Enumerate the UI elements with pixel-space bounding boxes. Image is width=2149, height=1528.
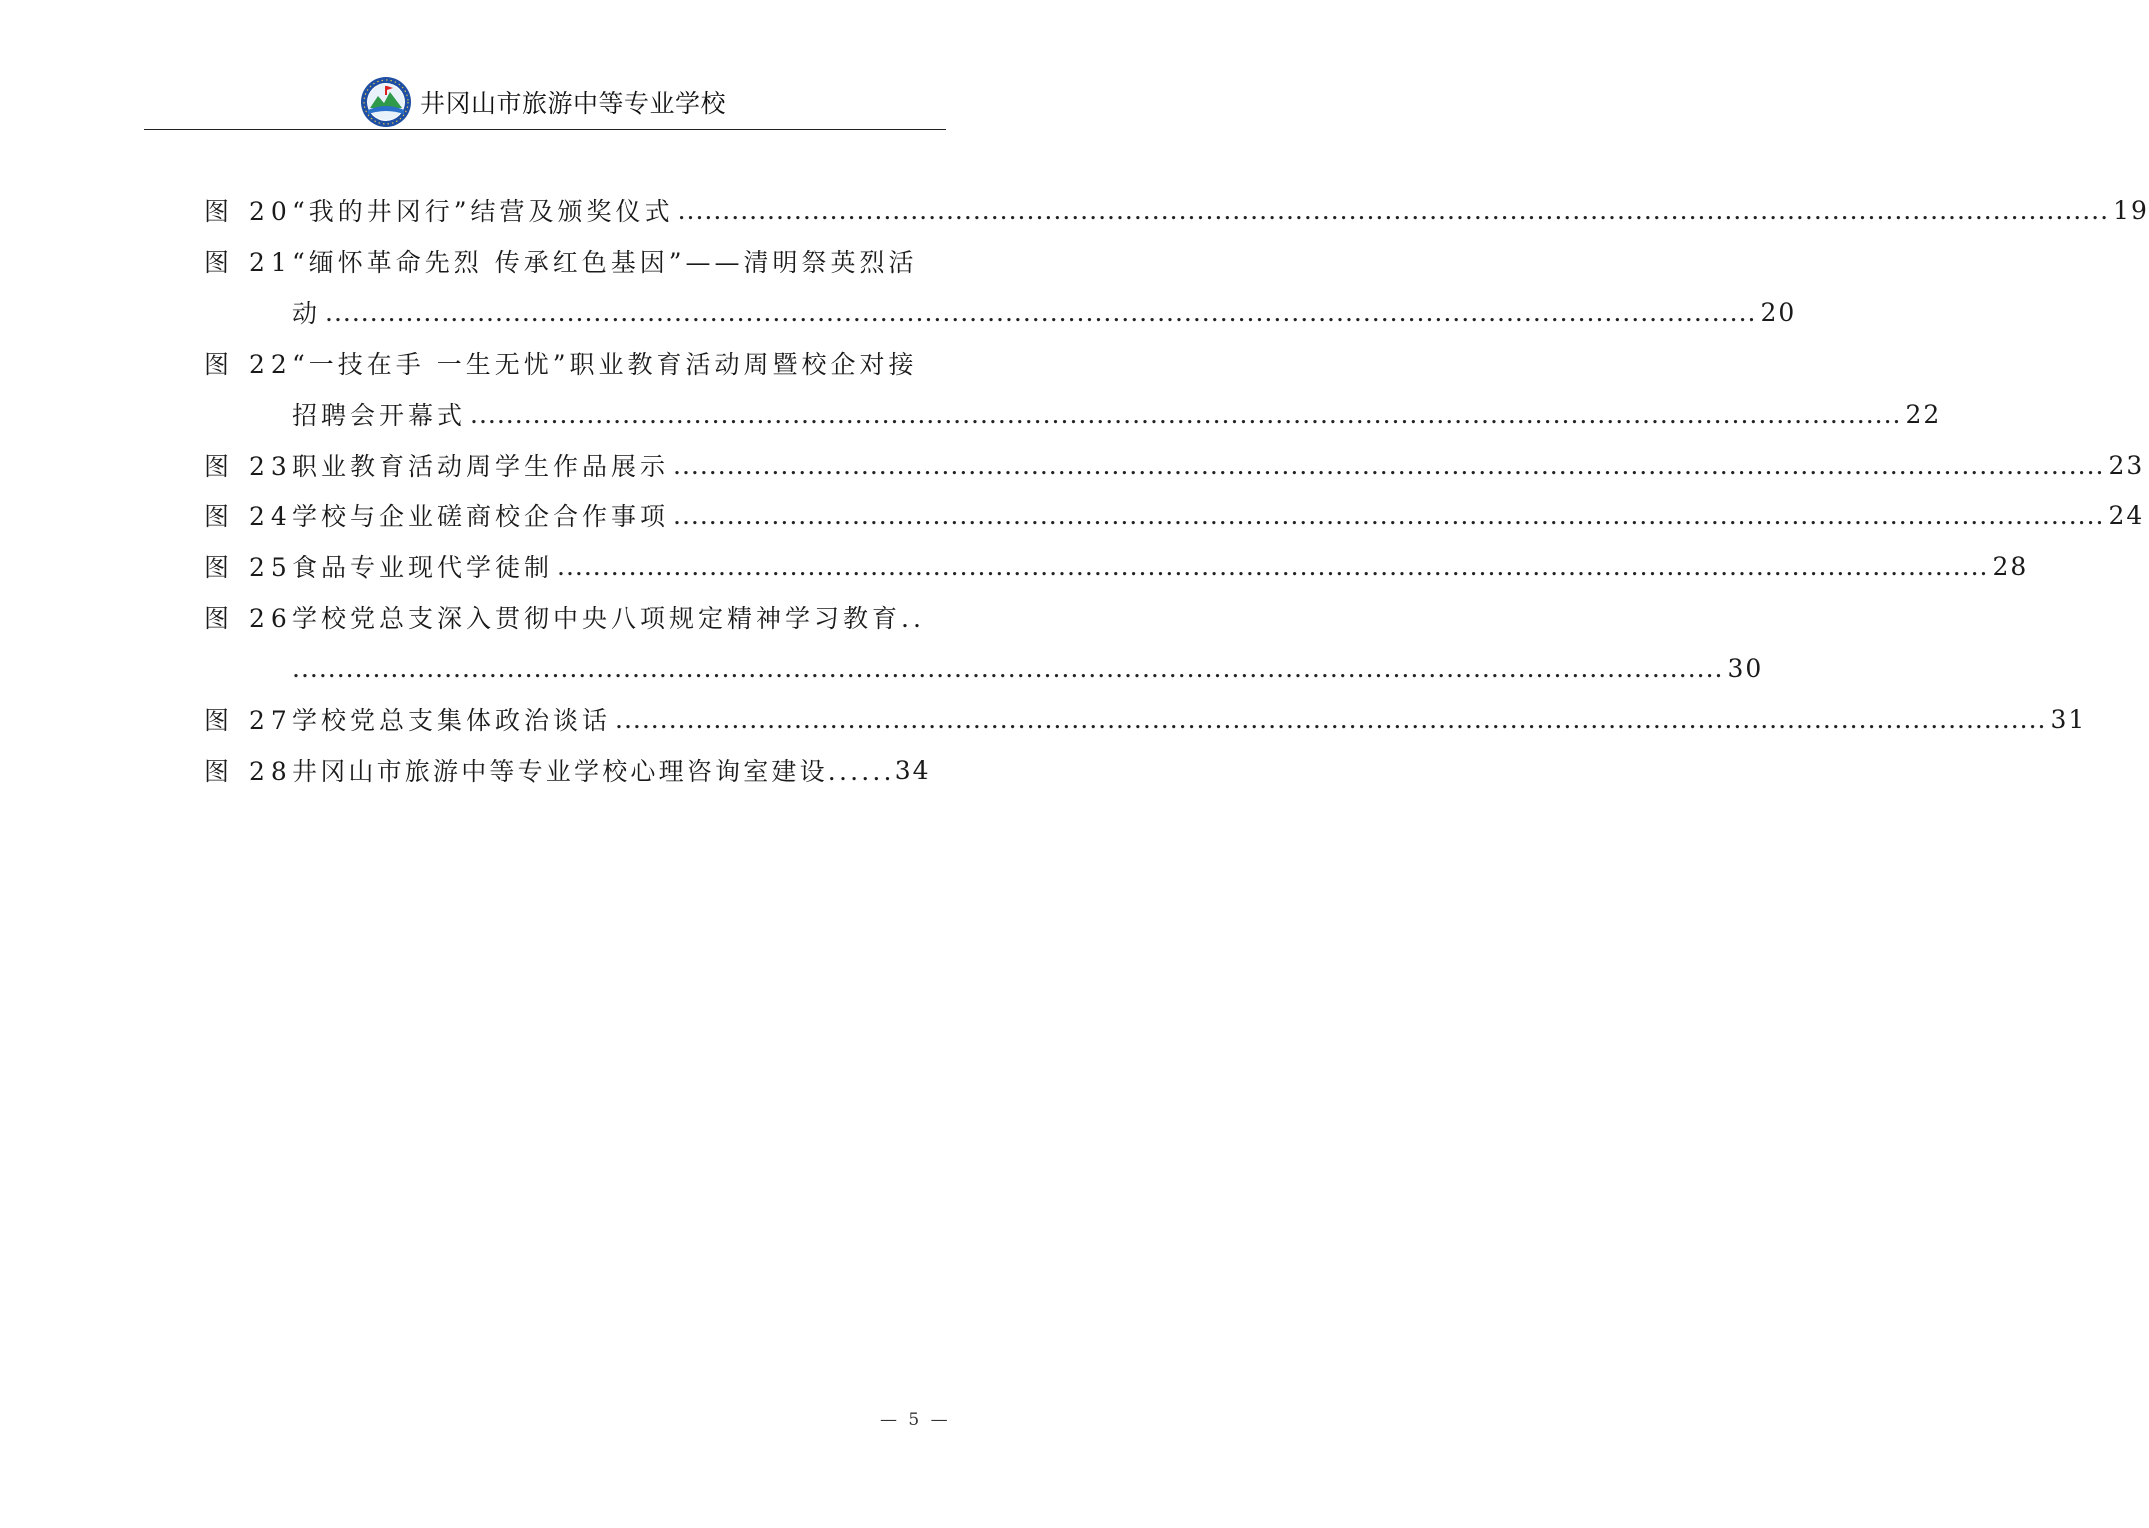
- toc-leader-dots: ................................................................................................................................................................: [673, 500, 2105, 530]
- toc-page-number: 30: [1727, 653, 1764, 683]
- toc-leader-dots: ................................................................................................................................................................: [615, 704, 2047, 734]
- toc-leader-dots: ................................................................................................................................................................: [470, 399, 1902, 429]
- toc-label: 图 22: [204, 350, 293, 379]
- toc-title: 学校党总支集体政治谈话: [292, 706, 612, 735]
- toc-page-number: 31: [2050, 704, 2087, 734]
- toc-page-number: 23: [2108, 450, 2145, 480]
- toc-page-number: 28: [1992, 551, 2029, 581]
- toc-label: 图 20: [204, 197, 293, 226]
- toc-label: 图 27: [204, 706, 293, 735]
- toc-label: 图 24: [204, 502, 293, 531]
- page-number-footer: — 5 —: [880, 1410, 951, 1430]
- toc-page-number: 34: [894, 755, 931, 785]
- toc-page-number: 19: [2113, 195, 2149, 225]
- toc-title-continuation: 招聘会开幕式: [292, 401, 467, 430]
- toc-label: 图 25: [204, 553, 293, 582]
- toc-entry-27[interactable]: [204, 699, 2087, 739]
- toc-label: 图 21: [204, 248, 293, 277]
- toc-title: 食品专业现代学徒制: [292, 553, 554, 582]
- toc-entry-22[interactable]: [204, 343, 946, 383]
- toc-label: 图 23: [204, 452, 293, 481]
- toc-page-number: 22: [1905, 399, 1942, 429]
- toc-leader-dots: ................................................................................................................................................................: [557, 551, 1989, 581]
- toc-entry-24[interactable]: [204, 495, 2145, 535]
- toc-leader-dots: ................................................................................................................................................................: [677, 195, 2110, 225]
- toc-entry-26-continuation[interactable]: [292, 648, 1764, 688]
- toc-page-number: 20: [1760, 297, 1797, 327]
- toc-label: 图 28: [204, 757, 293, 786]
- toc-label: 图 26: [204, 604, 293, 633]
- toc-entry-22-continuation[interactable]: [292, 394, 1942, 434]
- toc-title: 职业教育活动周学生作品展示: [292, 452, 670, 481]
- toc-leader-dots: ................................................................................................................................................................: [292, 653, 1724, 683]
- toc-entry-25[interactable]: [204, 546, 2029, 586]
- toc-title: “一技在手 一生无忧”职业教育活动周暨校企对接: [292, 350, 918, 379]
- toc-title: 井冈山市旅游中等专业学校心理咨询室建设......: [292, 757, 895, 786]
- toc-entry-23[interactable]: [204, 445, 2145, 485]
- toc-leader-dots: ................................................................................................................................................................: [325, 297, 1757, 327]
- toc-title: 学校与企业磋商校企合作事项: [292, 502, 670, 531]
- toc-leader-dots: ................................................................................................................................................................: [673, 450, 2105, 480]
- toc-page-number: 24: [2108, 500, 2145, 530]
- toc-entry-26[interactable]: [204, 597, 925, 637]
- toc-entry-21-continuation[interactable]: [292, 292, 1797, 332]
- toc-title: “我的井冈行”结营及颁奖仪式: [292, 197, 674, 226]
- school-name: 井冈山市旅游中等专业学校: [420, 89, 727, 118]
- toc-entry-20[interactable]: [204, 190, 2149, 230]
- toc-title-continuation: 动: [292, 299, 322, 328]
- toc-entry-21[interactable]: [204, 241, 946, 281]
- toc-title: “缅怀革命先烈 传承红色基因”——清明祭英烈活: [292, 248, 918, 277]
- toc-title: 学校党总支深入贯彻中央八项规定精神学习教育..: [292, 604, 925, 633]
- toc-entry-28[interactable]: [204, 750, 931, 790]
